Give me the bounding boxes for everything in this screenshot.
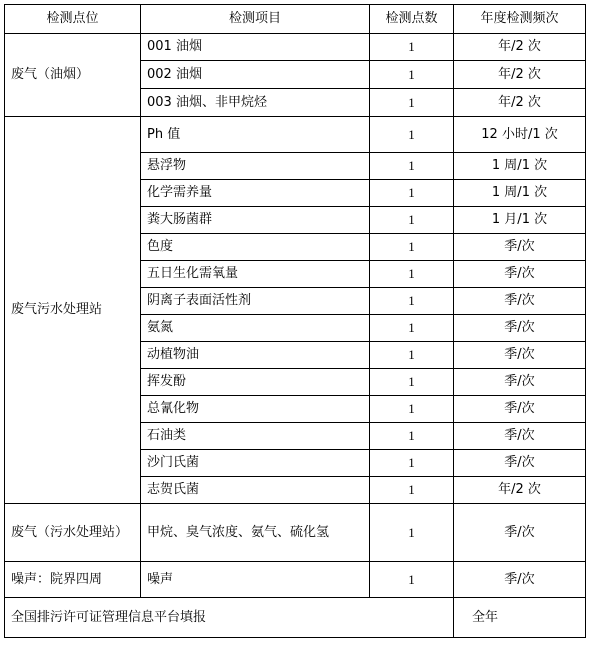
item-cell: 氨氮 (141, 315, 370, 342)
item-cell: 色度 (141, 234, 370, 261)
header-item: 检测项目 (141, 5, 370, 34)
item-cell: 002 油烟 (141, 61, 370, 89)
footer-label: 全国排污许可证管理信息平台填报 (5, 598, 454, 638)
count-cell: 1 (370, 234, 454, 261)
table-row (5, 117, 586, 153)
frequency-cell: 季/次 (454, 396, 586, 423)
frequency-cell: 1 月/1 次 (454, 207, 586, 234)
frequency-cell: 年/2 次 (454, 89, 586, 117)
frequency-cell: 季/次 (454, 369, 586, 396)
item-cell: 甲烷、臭气浓度、氨气、硫化氢 (141, 504, 370, 562)
count-cell: 1 (370, 562, 454, 598)
footer-row (5, 598, 586, 638)
table-row (5, 504, 586, 562)
count-cell: 1 (370, 342, 454, 369)
frequency-cell: 12 小时/1 次 (454, 117, 586, 153)
item-cell: Ph 值 (141, 117, 370, 153)
item-cell: 化学需养量 (141, 180, 370, 207)
header-row (5, 5, 586, 34)
item-cell: 志贺氏菌 (141, 477, 370, 504)
site-cell: 废气（油烟） (5, 34, 141, 117)
site-cell: 废气（污水处理站） (5, 504, 141, 562)
count-cell: 1 (370, 315, 454, 342)
count-cell: 1 (370, 261, 454, 288)
item-cell: 挥发酚 (141, 369, 370, 396)
item-cell: 粪大肠菌群 (141, 207, 370, 234)
count-cell: 1 (370, 396, 454, 423)
site-cell: 废气污水处理站 (5, 117, 141, 504)
item-cell: 动植物油 (141, 342, 370, 369)
count-cell: 1 (370, 423, 454, 450)
item-cell: 噪声 (141, 562, 370, 598)
count-cell: 1 (370, 89, 454, 117)
frequency-cell: 季/次 (454, 315, 586, 342)
item-cell: 五日生化需氧量 (141, 261, 370, 288)
frequency-cell: 1 周/1 次 (454, 153, 586, 180)
count-cell: 1 (370, 288, 454, 315)
item-cell: 001 油烟 (141, 34, 370, 61)
frequency-cell: 季/次 (454, 261, 586, 288)
count-cell: 1 (370, 450, 454, 477)
frequency-cell: 年/2 次 (454, 61, 586, 89)
frequency-cell: 季/次 (454, 562, 586, 598)
frequency-cell: 季/次 (454, 342, 586, 369)
frequency-cell: 季/次 (454, 504, 586, 562)
count-cell: 1 (370, 369, 454, 396)
count-cell: 1 (370, 117, 454, 153)
frequency-cell: 季/次 (454, 234, 586, 261)
table-row (5, 562, 586, 598)
item-cell: 石油类 (141, 423, 370, 450)
count-cell: 1 (370, 61, 454, 89)
header-frequency: 年度检测频次 (454, 5, 586, 34)
item-cell: 悬浮物 (141, 153, 370, 180)
table-row (5, 34, 586, 61)
header-count: 检测点数 (370, 5, 454, 34)
frequency-cell: 年/2 次 (454, 34, 586, 61)
site-cell: 噪声：院界四周 (5, 562, 141, 598)
item-cell: 阴离子表面活性剂 (141, 288, 370, 315)
frequency-cell: 季/次 (454, 423, 586, 450)
frequency-cell: 季/次 (454, 288, 586, 315)
footer-frequency: 全年 (454, 598, 586, 638)
count-cell: 1 (370, 504, 454, 562)
item-cell: 沙门氏菌 (141, 450, 370, 477)
count-cell: 1 (370, 34, 454, 61)
frequency-cell: 季/次 (454, 450, 586, 477)
count-cell: 1 (370, 153, 454, 180)
monitoring-table (4, 4, 586, 638)
frequency-cell: 年/2 次 (454, 477, 586, 504)
count-cell: 1 (370, 207, 454, 234)
item-cell: 总氰化物 (141, 396, 370, 423)
frequency-cell: 1 周/1 次 (454, 180, 586, 207)
item-cell: 003 油烟、非甲烷烃 (141, 89, 370, 117)
count-cell: 1 (370, 477, 454, 504)
header-site: 检测点位 (5, 5, 141, 34)
count-cell: 1 (370, 180, 454, 207)
